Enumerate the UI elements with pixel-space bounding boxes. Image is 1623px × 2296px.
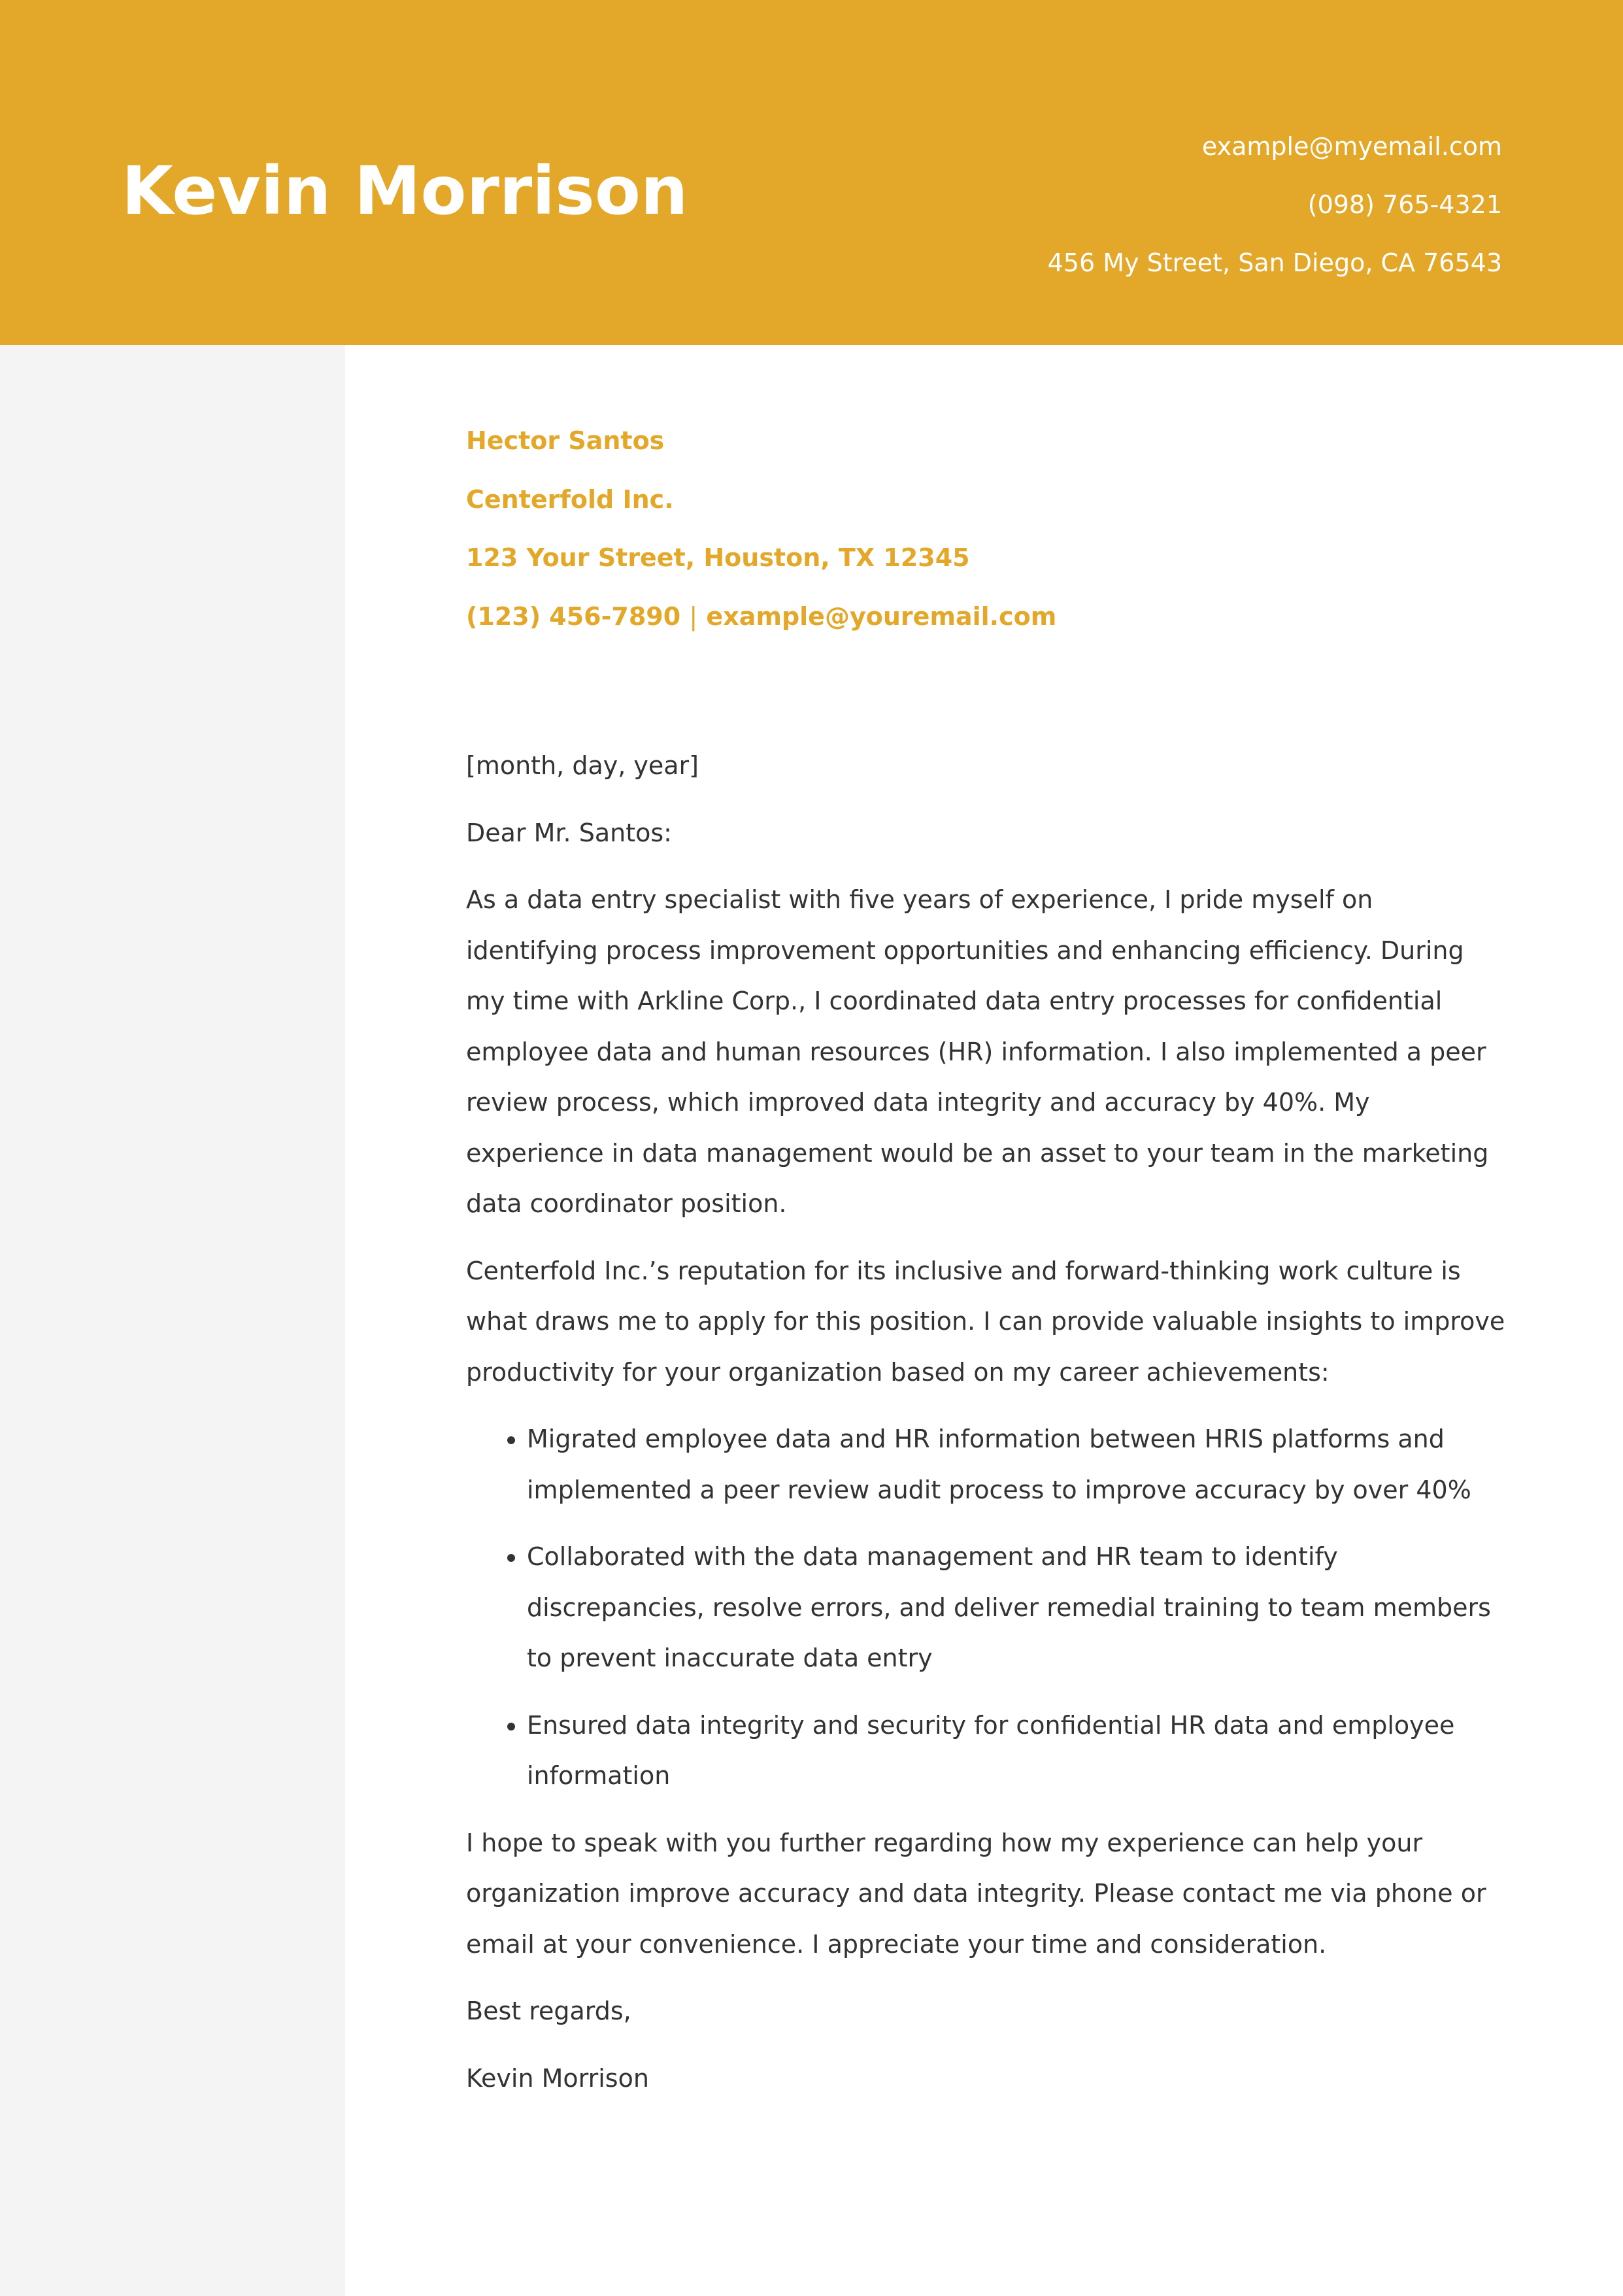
sender-name: Kevin Morrison bbox=[122, 152, 688, 230]
list-item: • Migrated employee data and HR information between HRIS platforms and implemented a peer review audit process to improve accuracy by over 40% bbox=[527, 1414, 1505, 1515]
sender-address: 456 My Street, San Diego, CA 76543 bbox=[1047, 248, 1502, 277]
recipient-contact-line bbox=[466, 588, 1505, 647]
recipient-address: 123 Your Street, Houston, TX 12345 bbox=[466, 543, 970, 572]
list-item: • Ensured data integrity and security for confidential HR data and employee information bbox=[527, 1700, 1505, 1802]
recipient-block bbox=[466, 412, 1505, 646]
letter-paragraph-3: I hope to speak with you further regarding how my experience can help your organization improve accuracy and data integrity. Please contact me via phone or email at your convenience. I appreciate your time and consideration. bbox=[466, 1828, 1486, 1959]
left-sidebar bbox=[0, 345, 345, 2296]
recipient-email: example@youremail.com bbox=[706, 601, 1057, 631]
letter-paragraph-2: Centerfold Inc.’s reputation for its inclusive and forward-thinking work culture is what draws me to apply for this position. I can provide valuable insights to improve productivity for your organization based on my career achievements: bbox=[466, 1256, 1505, 1387]
list-item: • Collaborated with the data management and HR team to identify discrepancies, resolve errors, and deliver remedial training to team members to prevent inaccurate data entry bbox=[527, 1532, 1505, 1684]
letter-signature: Kevin Morrison bbox=[466, 2063, 649, 2093]
header-banner bbox=[0, 0, 1623, 345]
letter-date: [month, day, year] bbox=[466, 751, 699, 780]
letter-body bbox=[466, 741, 1505, 2104]
letter-salutation: Dear Mr. Santos: bbox=[466, 818, 672, 847]
letter-paragraph-1: As a data entry specialist with five years of experience, I pride myself on identifying process improvement opportunities and enhancing efficiency. During my time with Arkline Corp., I coordinated data entry processes for confidential employee data and human resources (HR) information. I also implemented a peer review process, which improved data integrity and accuracy by 40%. My experience in data management would be an asset to your team in the marketing data coordinator position. bbox=[466, 885, 1489, 1218]
sender-email: example@myemail.com bbox=[1201, 132, 1502, 161]
contact-separator: | bbox=[689, 601, 698, 631]
achievements-list bbox=[466, 1414, 1505, 1802]
letter-closing: Best regards, bbox=[466, 1997, 631, 2025]
letter-content bbox=[466, 412, 1505, 2120]
sender-contact bbox=[1048, 118, 1502, 292]
recipient-name: Hector Santos bbox=[466, 426, 665, 455]
recipient-company: Centerfold Inc. bbox=[466, 484, 674, 514]
recipient-phone: (123) 456-7890 bbox=[466, 601, 681, 631]
sender-phone: (098) 765-4321 bbox=[1307, 190, 1502, 219]
